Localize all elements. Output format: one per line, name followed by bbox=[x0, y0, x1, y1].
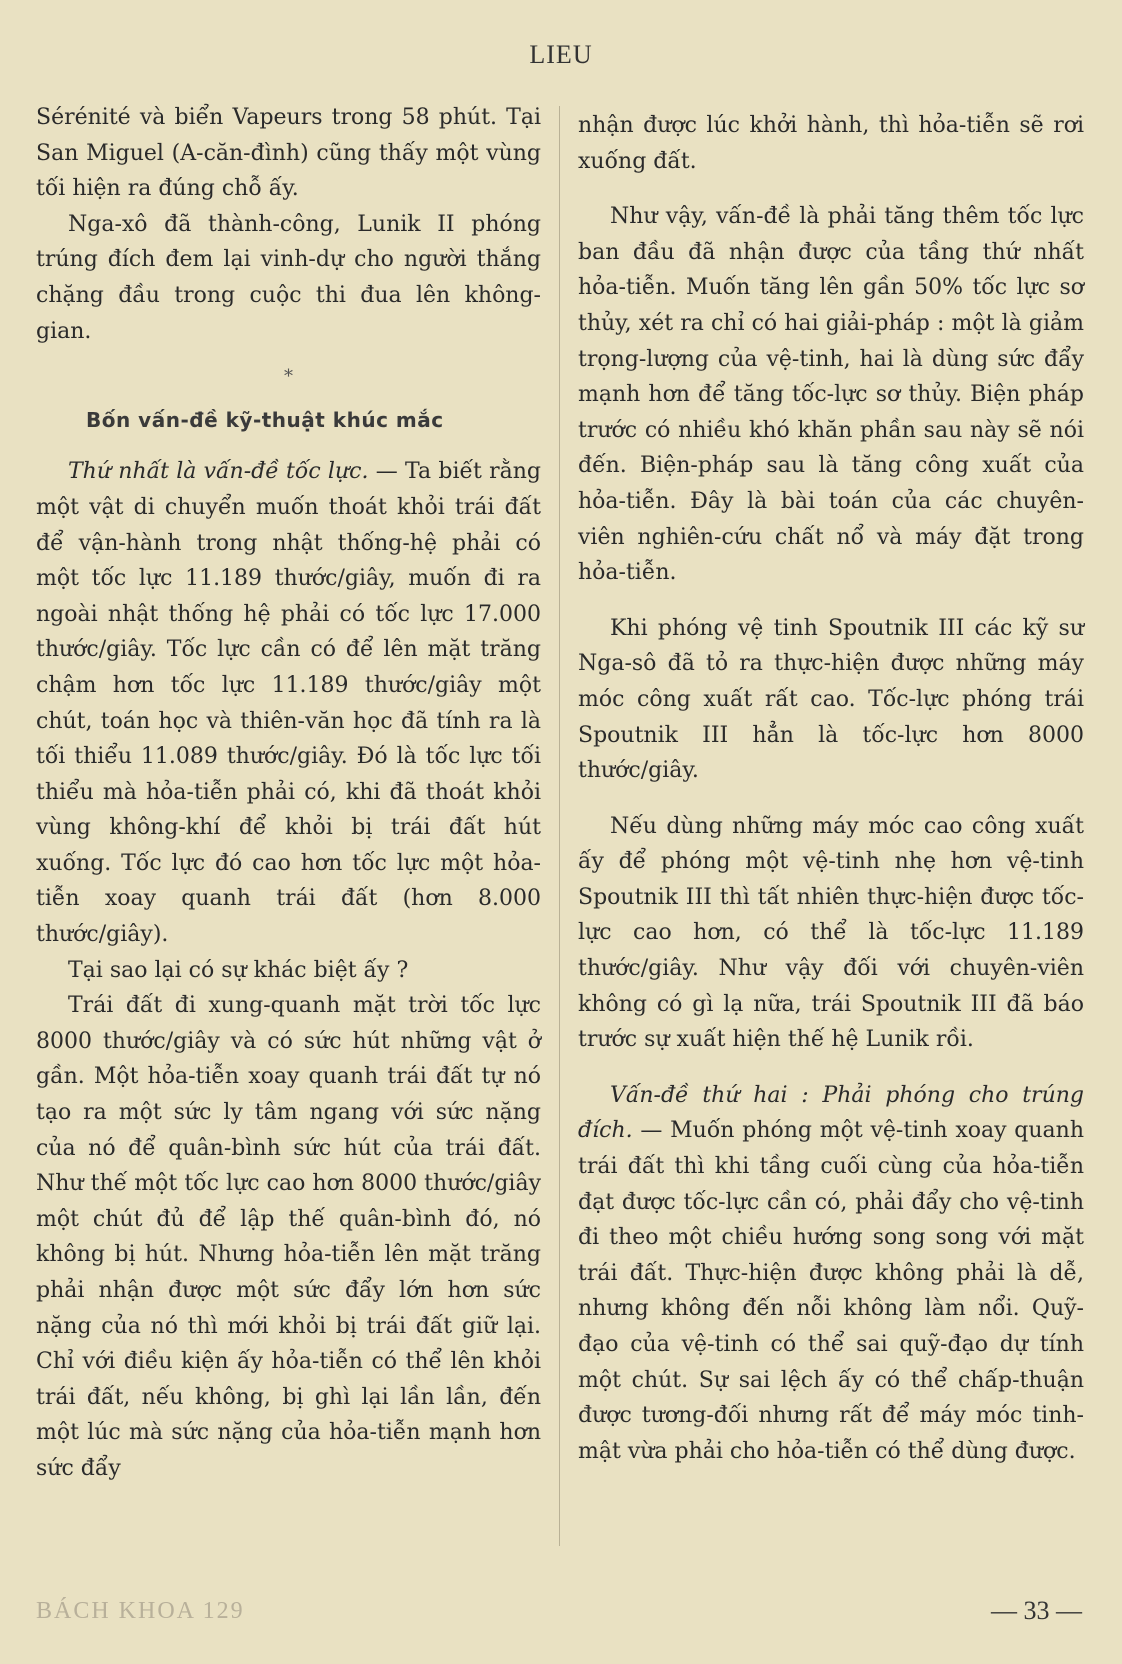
section-separator: * bbox=[284, 366, 293, 388]
paragraph: Khi phóng vệ tinh Spoutnik III các kỹ sư Nga-sô đã tỏ ra thực-hiện được những máy móc công xuất rất cao. Tốc-lực phóng trái Spoutnik III hẳn là tốc-lực hơn 8000 thước/giây. bbox=[578, 615, 1084, 784]
paragraph-body: — Ta biết rằng một vật di chuyển muốn thoát khỏi trái đất để vận-hành trong nhật thống-hệ phải có một tốc lực 11.189 thước/giây, muốn đi ra ngoài nhật thống hệ phải có tốc lực 17.000 thước/giây. Tốc lực cần có để lên mặt trăng chậm hơn tốc lực 11.189 thước/giây một chút, toán học và thiên-văn học đã tính ra là tối thiểu 11.089 thước/giây. Đó là tốc lực tối thiểu mà hỏa-tiễn phải có, khi đã thoát khỏi vùng không-khí để khỏi bị trái đất hút xuống. Tốc lực đó cao hơn tốc lực một hỏa-tiễn xoay quanh trái đất (hơn 8.000 thước/giây). bbox=[36, 459, 542, 948]
running-header: LIEU bbox=[529, 40, 593, 69]
paragraph: Sérénité và biển Vapeurs trong 58 phút. Tại San Miguel (A-căn-đình) cũng thấy một vùng tối hiện ra đúng chỗ ấy. bbox=[36, 105, 541, 202]
column-divider bbox=[559, 106, 560, 1546]
left-column bbox=[36, 100, 541, 1487]
paragraph: Tại sao lại có sự khác biệt ấy ? bbox=[68, 957, 409, 983]
paragraph-lead: Thứ nhất là vấn-đề tốc lực. bbox=[68, 459, 369, 485]
paragraph: Như vậy, vấn-đề là phải tăng thêm tốc lực ban đầu đã nhận được của tầng thứ nhất hỏa-tiễn. Muốn tăng lên gần 50% tốc lực sơ thủy, xét ra chỉ có hai giải-pháp : một là giảm trọng-lượng của vệ-tinh, hai là dùng sức đẩy mạnh hơn để tăng tốc-lực sơ thủy. Biện pháp trước có nhiều khó khăn phần sau này sẽ nói đến. Biện-pháp sau là tăng công xuất của hỏa-tiễn. Đây là bài toán của các chuyên-viên nghiên-cứu chất nổ và máy đặt trong hỏa-tiễn. bbox=[578, 204, 1084, 586]
magazine-name: BÁCH KHOA 129 bbox=[36, 1598, 245, 1624]
paragraph: Trái đất đi xung-quanh mặt trời tốc lực 8000 thước/giây và có sức hút những vật ở gần. Một hỏa-tiễn xoay quanh trái đất tự nó tạo ra một sức ly tâm ngang với sức nặng của nó để quân-bình sức hút của trái đất. Như thế một tốc lực cao hơn 8000 thước/giây một chút đủ để lập thế quân-bình đó, nó không bị hút. Nhưng hỏa-tiễn lên mặt trăng phải nhận được một sức đẩy lớn hơn sức nặng của nó thì mới khỏi bị trái đất giữ lại. Chỉ với điều kiện ấy hỏa-tiễn có thể lên khỏi trái đất, nếu không, bị ghì lại lần lần, đến một lúc mà sức nặng của hỏa-tiễn mạnh hơn sức đẩy bbox=[36, 993, 541, 1481]
paragraph-lead: Vấn-đề thứ hai : Phải phóng cho trúng đích. bbox=[578, 1082, 1084, 1144]
paragraph bbox=[36, 454, 541, 952]
paragraph: Nếu dùng những máy móc cao công xuất ấy để phóng một vệ-tinh nhẹ hơn vệ-tinh Spoutnik III thì tất nhiên thực-hiện được tốc-lực cao hơn, có thể là tốc-lực 11.189 thước/giây. Như vậy đối với chuyên-viên không có gì lạ nữa, trái Spoutnik III đã báo trước sự xuất hiện thế hệ Lunik rồi. bbox=[578, 813, 1084, 1053]
page-number: — 33 — bbox=[991, 1596, 1082, 1625]
section-heading: Bốn vấn-đề kỹ-thuật khúc mắc bbox=[86, 407, 444, 432]
paragraph-body: — Muốn phóng một vệ-tinh xoay quanh trái đất thì khi tầng cuối cùng của hỏa-tiễn đạt được tốc-lực cần có, phải đẩy cho vệ-tinh đi theo một chiều hướng song song với mặt trái đất. Thực-hiện được không phải là dễ, nhưng không đến nỗi không làm nổi. Quỹ-đạo của vệ-tinh có thể sai quỹ-đạo dự tính một chút. Sự sai lệch ấy có thể chấp-thuận được tương-đối nhưng rất để máy móc tinh-mật vừa phải cho hỏa-tiễn có thể dùng được. bbox=[578, 1118, 1084, 1464]
right-column bbox=[578, 108, 1084, 1469]
paragraph bbox=[578, 1078, 1084, 1470]
paragraph: nhận được lúc khởi hành, thì hỏa-tiễn sẽ rơi xuống đất. bbox=[578, 113, 1084, 174]
paragraph: Nga-xô đã thành-công, Lunik II phóng trúng đích đem lại vinh-dự cho người thắng chặng đầu trong cuộc thi đua lên không-gian. bbox=[36, 211, 541, 344]
